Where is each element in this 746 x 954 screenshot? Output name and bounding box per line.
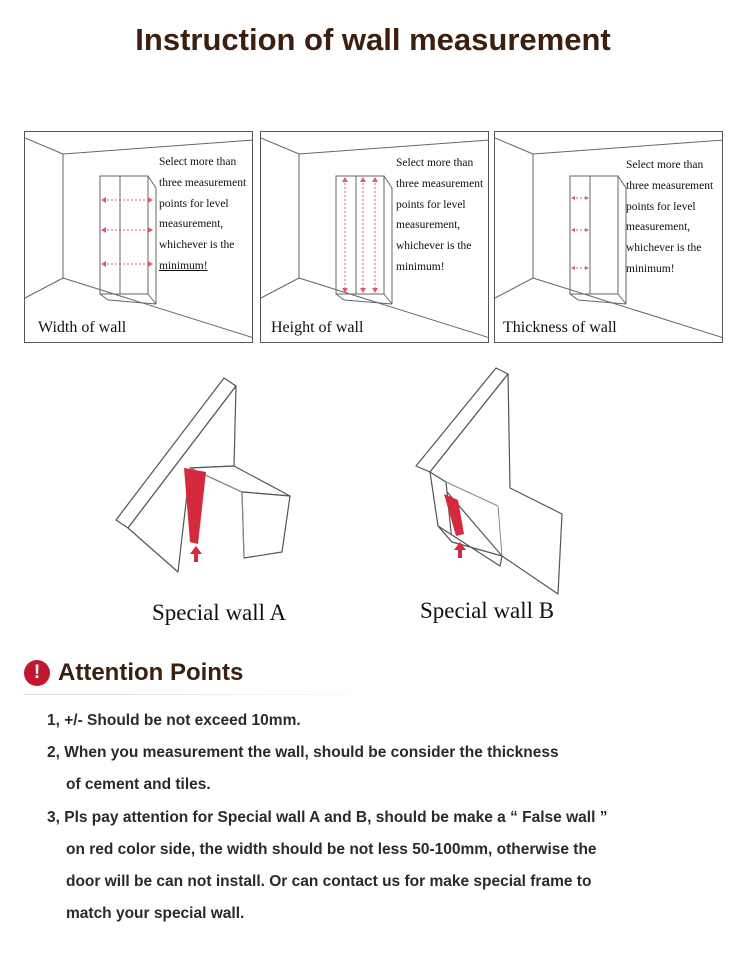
attention-point-1: 1, +/- Should be not exceed 10mm. (47, 712, 301, 729)
attention-point-3: 3, Pls pay attention for Special wall A and B, should be make a “ False wall ” (47, 808, 608, 826)
arrow-up-icon (190, 546, 202, 562)
false-wall-highlight-a (184, 468, 206, 544)
attention-point-3-cont-2: door will be can not install. Or can contact us for make special frame to (66, 872, 592, 890)
attention-points-list (47, 705, 607, 930)
special-wall-b-diagram (412, 366, 572, 596)
width-measurement-note: Select more than three measurement points for level measurement, whichever is the minimum! (159, 156, 247, 272)
exclamation-icon: ! (24, 660, 50, 686)
width-of-wall-label: Width of wall (38, 319, 127, 336)
attention-divider (24, 694, 394, 695)
attention-point-3-cont-1: on red color side, the width should be not less 50-100mm, otherwise the (66, 840, 597, 858)
thickness-of-wall-label: Thickness of wall (503, 319, 617, 336)
attention-point-2-cont: of cement and tiles. (66, 776, 211, 794)
height-of-wall-label: Height of wall (271, 319, 364, 336)
width-of-wall-panel (24, 131, 253, 343)
thickness-measurement-note: Select more than three measurement points for level measurement, whichever is the minimum! (626, 159, 714, 275)
attention-title: Attention Points (58, 659, 244, 686)
attention-point-2: 2, When you measurement the wall, should be consider the thickness (47, 744, 559, 762)
special-wall-b-label: Special wall B (420, 598, 555, 623)
special-wall-a-label: Special wall A (152, 600, 287, 625)
special-wall-a-diagram (110, 372, 300, 582)
page-title: Instruction of wall measurement (135, 22, 611, 57)
attention-header (24, 656, 243, 690)
height-of-wall-panel (260, 131, 489, 343)
thickness-of-wall-panel (494, 131, 723, 343)
attention-point-3-cont-3: match your special wall. (66, 905, 245, 923)
height-measurement-note: Select more than three measurement points for level measurement, whichever is the minimum! (396, 157, 484, 273)
